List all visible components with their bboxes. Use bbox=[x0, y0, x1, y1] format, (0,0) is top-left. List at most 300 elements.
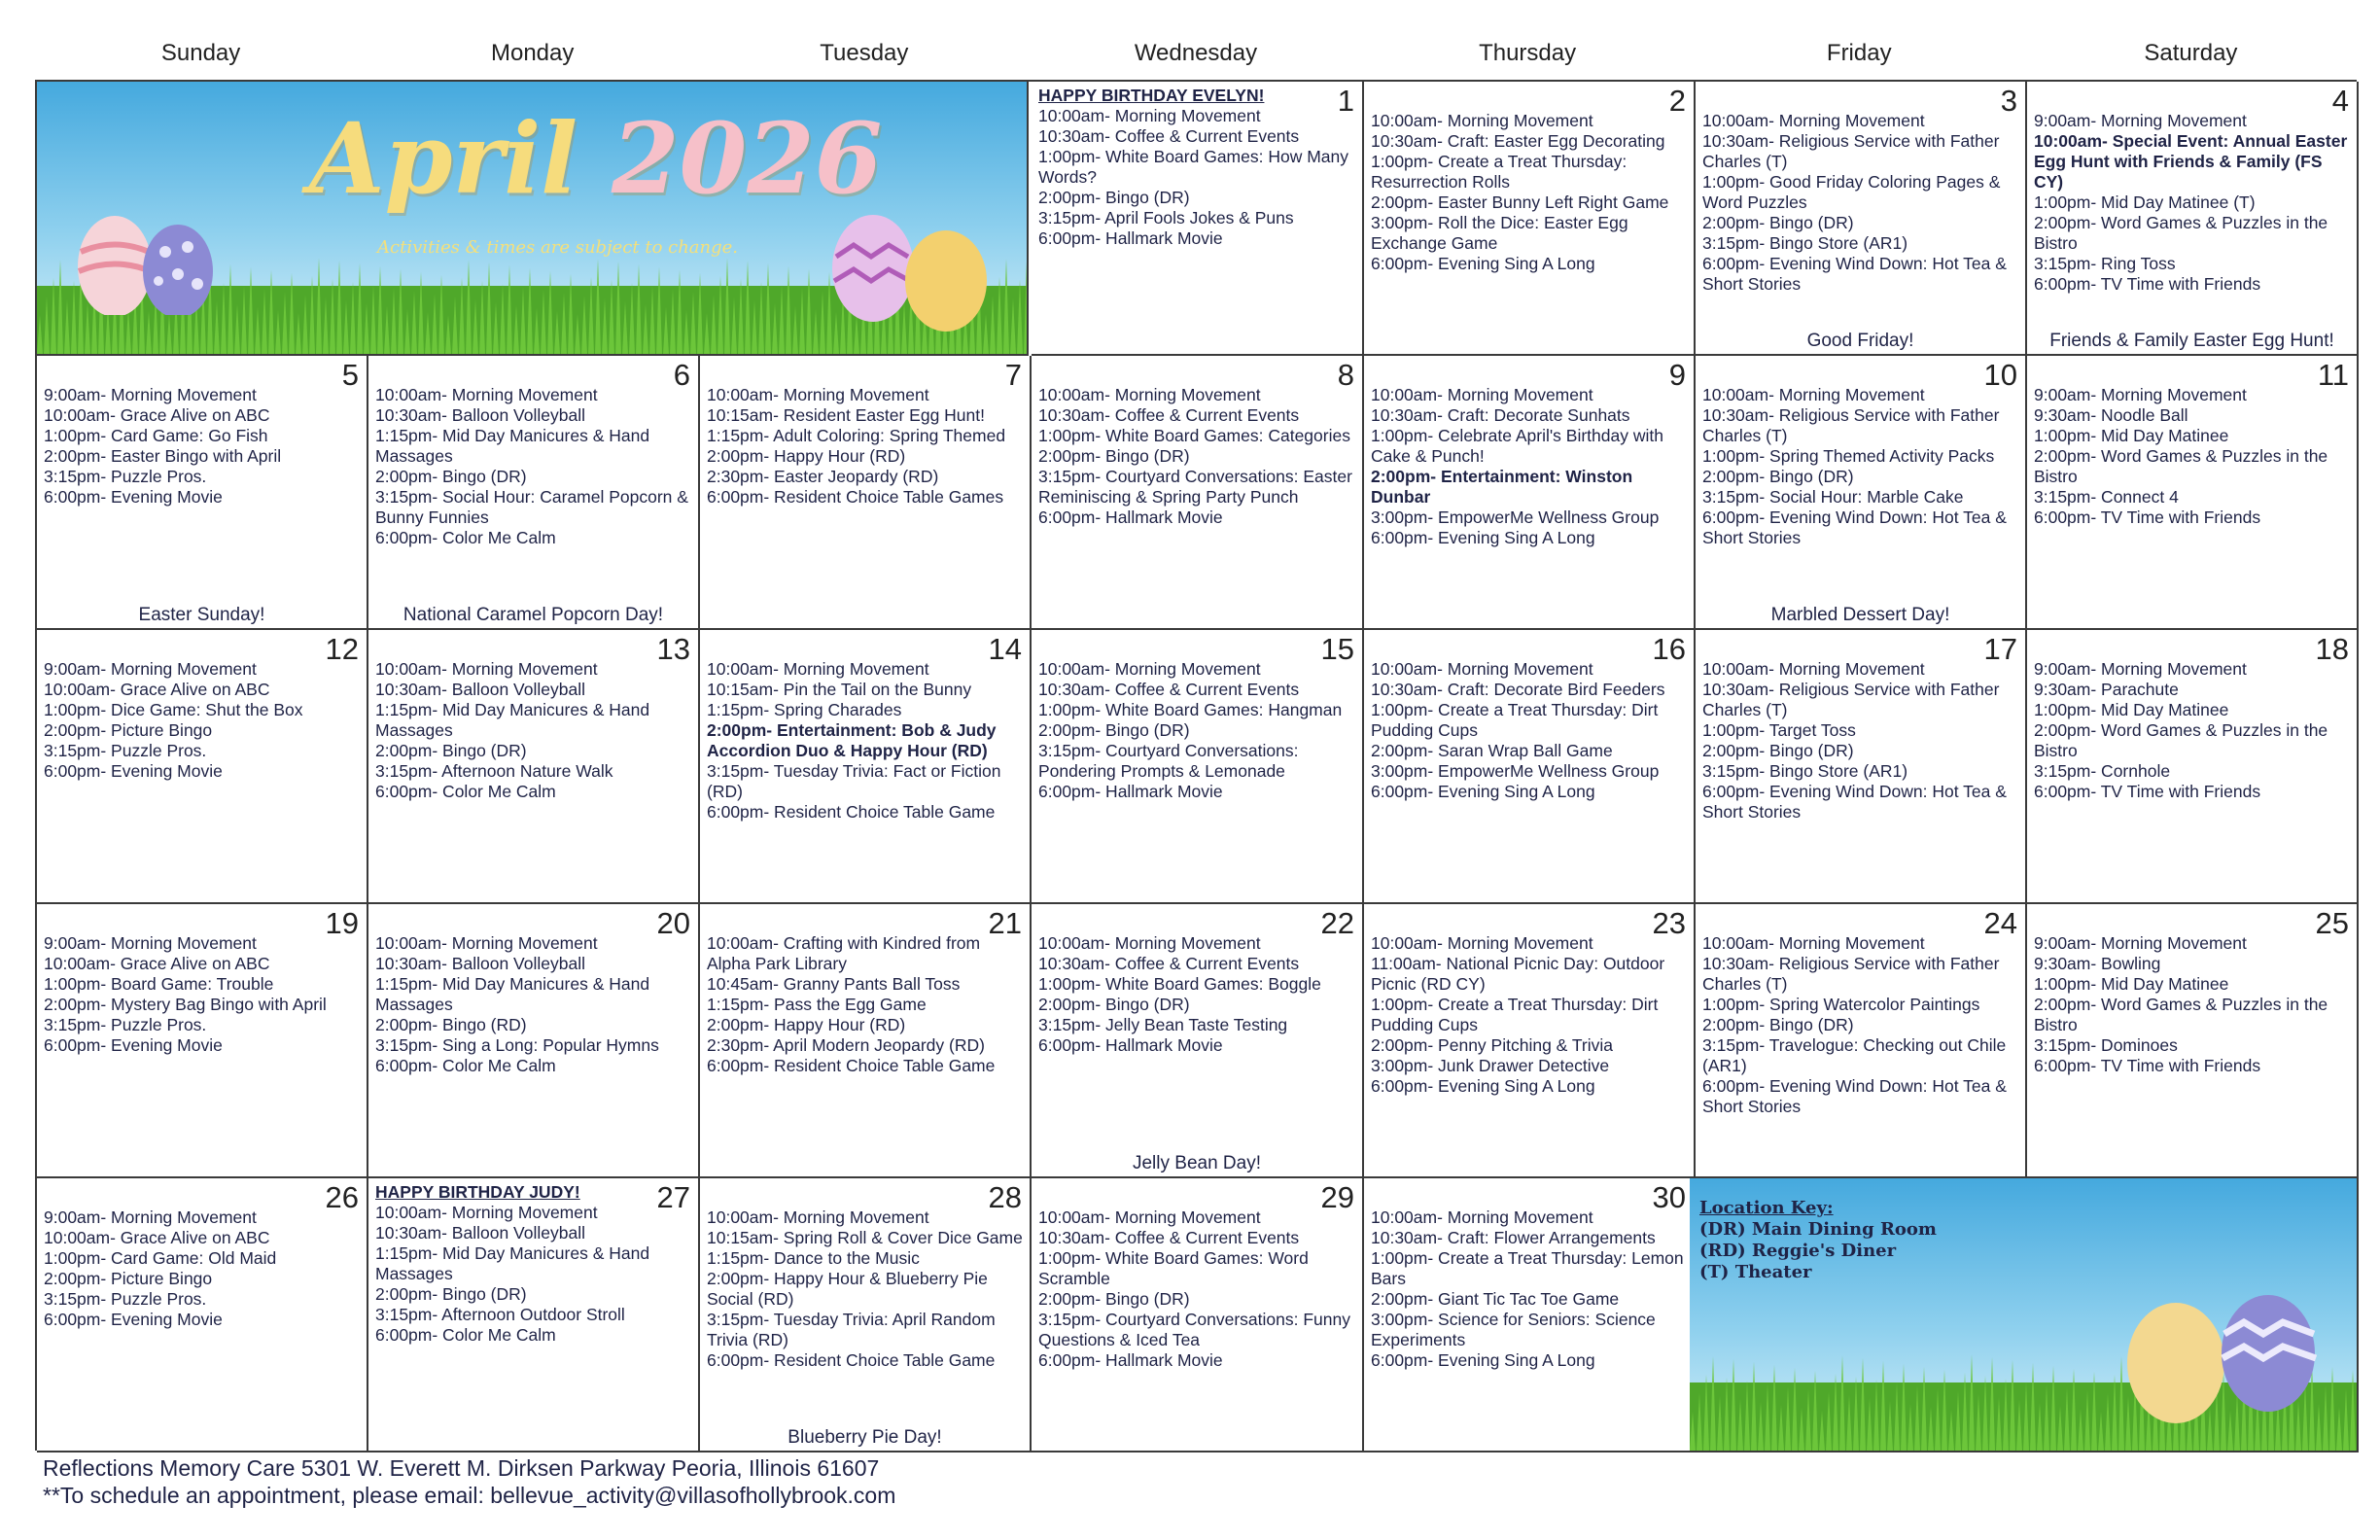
event-item: 10:30am- Craft: Flower Arrangements bbox=[1371, 1228, 1656, 1247]
event-item: 10:00am- Morning Movement bbox=[375, 1203, 598, 1222]
birthday-header: HAPPY BIRTHDAY JUDY! bbox=[375, 1182, 580, 1202]
event-item: 10:15am- Pin the Tail on the Bunny bbox=[707, 680, 972, 699]
event-item: 2:00pm- Bingo (DR) bbox=[375, 1284, 527, 1304]
event-item: 2:00pm- Happy Hour (RD) bbox=[707, 446, 906, 466]
event-item: 2:00pm- Word Games & Puzzles in the Bistro bbox=[2034, 446, 2328, 486]
event-item: 3:00pm- Roll the Dice: Easter Egg Exchange Game bbox=[1371, 213, 1628, 253]
event-item: 6:00pm- Hallmark Movie bbox=[1038, 782, 1223, 801]
day-cell-27 bbox=[368, 1178, 700, 1452]
event-item: 10:00am- Morning Movement bbox=[1371, 659, 1593, 679]
special-event: 2:00pm- Entertainment: Winston Dunbar bbox=[1371, 467, 1633, 507]
event-item: 1:15pm- Pass the Egg Game bbox=[707, 995, 927, 1014]
event-item: 10:00am- Morning Movement bbox=[375, 659, 598, 679]
event-item: 6:00pm- Evening Wind Down: Hot Tea & Short Stories bbox=[1702, 254, 2007, 294]
event-item: 2:00pm- Bingo (DR) bbox=[375, 741, 527, 760]
event-item: 2:00pm- Saran Wrap Ball Game bbox=[1371, 741, 1613, 760]
event-item: 1:00pm- White Board Games: How Many Words? bbox=[1038, 147, 1349, 187]
event-item: 10:00am- Morning Movement bbox=[1038, 933, 1261, 953]
easter-eggs-icon bbox=[2098, 1276, 2331, 1431]
event-list bbox=[1371, 385, 1688, 548]
event-list bbox=[1702, 933, 2019, 1117]
event-item: 3:00pm- EmpowerMe Wellness Group bbox=[1371, 508, 1660, 527]
event-item: 1:15pm- Adult Coloring: Spring Themed bbox=[707, 426, 1006, 445]
day-number: 21 bbox=[988, 906, 1022, 940]
easter-eggs-right-icon bbox=[815, 198, 1009, 334]
event-item: 3:15pm- Courtyard Conversations: Funny Questions & Iced Tea bbox=[1038, 1310, 1350, 1349]
event-item: 10:30am- Religious Service with Father Charles (T) bbox=[1702, 131, 2000, 171]
day-cell-17 bbox=[1696, 630, 2027, 904]
event-item: 2:00pm- Bingo (DR) bbox=[1702, 467, 1854, 486]
day-number: 16 bbox=[1652, 632, 1686, 666]
day-number: 6 bbox=[673, 358, 690, 392]
banner-subtitle: Activities & times are subject to change. bbox=[377, 237, 739, 258]
event-item: 10:00am- Morning Movement bbox=[1371, 933, 1593, 953]
month-title-month: April bbox=[309, 101, 578, 216]
event-item: 3:15pm- Puzzle Pros. bbox=[44, 467, 207, 486]
event-item: 9:00am- Morning Movement bbox=[44, 1208, 257, 1227]
event-item: 3:15pm- Puzzle Pros. bbox=[44, 1289, 207, 1309]
day-number: 10 bbox=[1983, 358, 2017, 392]
event-item: 6:00pm- Evening Movie bbox=[44, 1035, 223, 1055]
event-item: 2:00pm- Word Games & Puzzles in the Bistro bbox=[2034, 213, 2328, 253]
day-note: National Caramel Popcorn Day! bbox=[402, 605, 664, 625]
event-item: 6:00pm- TV Time with Friends bbox=[2034, 508, 2261, 527]
event-list bbox=[707, 1208, 1024, 1371]
day-number: 19 bbox=[325, 906, 359, 940]
day-number: 5 bbox=[341, 358, 359, 392]
event-item: 11:00am- National Picnic Day: Outdoor Picnic (RD CY) bbox=[1371, 954, 1665, 994]
day-cell-11 bbox=[2027, 356, 2359, 630]
event-item: 6:00pm- Hallmark Movie bbox=[1038, 1350, 1223, 1370]
event-item: 1:00pm- Mid Day Matinee bbox=[2034, 974, 2229, 994]
event-list bbox=[1038, 1208, 1356, 1371]
event-item: 6:00pm- Resident Choice Table Game bbox=[707, 802, 996, 822]
day-cell-26 bbox=[37, 1178, 368, 1452]
event-item: 2:00pm- Bingo (DR) bbox=[1038, 446, 1190, 466]
event-item: 2:00pm- Mystery Bag Bingo with April bbox=[44, 995, 327, 1014]
event-item: 1:00pm- Spring Themed Activity Packs bbox=[1702, 446, 1995, 466]
day-note: Marbled Dessert Day! bbox=[1770, 605, 1950, 625]
event-list bbox=[1371, 933, 1688, 1097]
day-number: 11 bbox=[2317, 358, 2349, 392]
footer bbox=[43, 1454, 895, 1509]
day-note: Jelly Bean Day! bbox=[1132, 1153, 1261, 1173]
event-item: 3:15pm- Ring Toss bbox=[2034, 254, 2176, 273]
day-cell-23 bbox=[1364, 904, 1696, 1178]
event-item: 10:00am- Morning Movement bbox=[1371, 385, 1593, 404]
event-item: 3:15pm- April Fools Jokes & Puns bbox=[1038, 208, 1294, 228]
event-item: 6:00pm- Evening Sing A Long bbox=[1371, 782, 1595, 801]
day-cell-18 bbox=[2027, 630, 2359, 904]
event-item: 1:00pm- Good Friday Coloring Pages & Word Puzzles bbox=[1702, 172, 2001, 212]
event-item: 9:30am- Noodle Ball bbox=[2034, 405, 2188, 425]
day-cell-16 bbox=[1364, 630, 1696, 904]
day-number: 13 bbox=[656, 632, 690, 666]
event-item: 10:30am- Balloon Volleyball bbox=[375, 954, 585, 973]
event-item: 3:15pm- Jelly Bean Taste Testing bbox=[1038, 1015, 1288, 1034]
event-item: 2:00pm- Bingo (DR) bbox=[1038, 188, 1190, 207]
event-item: 10:30am- Religious Service with Father Charles (T) bbox=[1702, 405, 2000, 445]
day-number: 26 bbox=[325, 1180, 359, 1214]
day-number: 28 bbox=[988, 1180, 1022, 1214]
day-cell-14 bbox=[700, 630, 1032, 904]
event-item: 1:00pm- Mid Day Matinee bbox=[2034, 426, 2229, 445]
event-item: 10:00am- Morning Movement bbox=[1702, 933, 1925, 953]
weekday-saturday: Saturday bbox=[2144, 40, 2238, 66]
day-cell-2 bbox=[1364, 82, 1696, 356]
event-list bbox=[2034, 659, 2351, 802]
event-item: 6:00pm- Hallmark Movie bbox=[1038, 508, 1223, 527]
event-item: 2:00pm- Bingo (DR) bbox=[1702, 1015, 1854, 1034]
event-item: 1:00pm- Create a Treat Thursday: Resurrection Rolls bbox=[1371, 152, 1628, 192]
easter-eggs-left-icon bbox=[56, 198, 251, 315]
event-item: 1:00pm- White Board Games: Word Scramble bbox=[1038, 1248, 1309, 1288]
event-item: 1:00pm- Target Toss bbox=[1702, 720, 1856, 740]
event-item: 2:00pm- Bingo (DR) bbox=[1702, 741, 1854, 760]
event-item: 10:30am- Balloon Volleyball bbox=[375, 405, 585, 425]
event-item: 3:15pm- Courtyard Conversations: Pondering Prompts & Lemonade bbox=[1038, 741, 1299, 781]
event-item: 3:15pm- Connect 4 bbox=[2034, 487, 2179, 507]
event-item: 10:00am- Morning Movement bbox=[707, 659, 929, 679]
event-item: 6:00pm- Resident Choice Table Game bbox=[707, 1056, 996, 1075]
event-item: 2:00pm- Easter Bingo with April bbox=[44, 446, 282, 466]
event-item: 9:00am- Morning Movement bbox=[2034, 659, 2247, 679]
event-item: 10:30am- Craft: Decorate Sunhats bbox=[1371, 405, 1630, 425]
event-item: 10:00am- Morning Movement bbox=[1038, 385, 1261, 404]
day-cell-15 bbox=[1032, 630, 1364, 904]
event-item: 9:00am- Morning Movement bbox=[2034, 111, 2247, 130]
event-item: 10:30am- Coffee & Current Events bbox=[1038, 1228, 1300, 1247]
event-item: 2:00pm- Word Games & Puzzles in the Bistro bbox=[2034, 995, 2328, 1034]
day-number: 29 bbox=[1320, 1180, 1354, 1214]
day-cell-30 bbox=[1364, 1178, 1696, 1452]
event-list bbox=[1038, 86, 1356, 249]
location-key-item: (DR) Main Dining Room bbox=[1699, 1219, 1937, 1240]
event-item: 6:00pm- Evening Movie bbox=[44, 1310, 223, 1329]
calendar-grid bbox=[35, 80, 2357, 1451]
event-item: 6:00pm- Hallmark Movie bbox=[1038, 228, 1223, 248]
month-banner bbox=[37, 82, 1029, 356]
day-cell-5 bbox=[37, 356, 368, 630]
event-list bbox=[375, 659, 692, 802]
weekday-thursday: Thursday bbox=[1479, 40, 1577, 66]
event-item: 6:00pm- TV Time with Friends bbox=[2034, 1056, 2261, 1075]
event-item: 6:00pm- Color Me Calm bbox=[375, 1056, 556, 1075]
event-item: 6:00pm- TV Time with Friends bbox=[2034, 782, 2261, 801]
event-item: 1:00pm- Create a Treat Thursday: Dirt Pudding Cups bbox=[1371, 700, 1659, 740]
weekday-sunday: Sunday bbox=[160, 40, 241, 66]
location-key-cell bbox=[1690, 1178, 2359, 1452]
event-list bbox=[44, 659, 361, 782]
event-item: 6:00pm- Evening Wind Down: Hot Tea & Short Stories bbox=[1702, 1076, 2007, 1116]
day-number: 9 bbox=[1668, 358, 1686, 392]
event-item: 2:00pm- Bingo (DR) bbox=[375, 467, 527, 486]
event-list bbox=[1702, 659, 2019, 822]
location-key-item: (RD) Reggie's Diner bbox=[1699, 1241, 1897, 1261]
day-note: Friends & Family Easter Egg Hunt! bbox=[2049, 331, 2334, 351]
event-item: 3:15pm- Travelogue: Checking out Chile (AR1) bbox=[1702, 1035, 2007, 1075]
day-number: 20 bbox=[656, 906, 690, 940]
event-item: 2:00pm- Picture Bingo bbox=[44, 1269, 213, 1288]
day-cell-20 bbox=[368, 904, 700, 1178]
day-number: 25 bbox=[2315, 906, 2349, 940]
event-item: 9:00am- Morning Movement bbox=[2034, 933, 2247, 953]
event-item: 1:00pm- Celebrate April's Birthday with Cake & Punch! bbox=[1371, 426, 1663, 466]
event-item: 10:30am- Coffee & Current Events bbox=[1038, 405, 1300, 425]
event-item: 2:00pm- Giant Tic Tac Toe Game bbox=[1371, 1289, 1620, 1309]
event-item: 3:15pm- Tuesday Trivia: April Random Trivia (RD) bbox=[707, 1310, 996, 1349]
event-list bbox=[2034, 385, 2351, 528]
event-item: 6:00pm- Evening Movie bbox=[44, 761, 223, 781]
footer-address: Reflections Memory Care 5301 W. Everett M. Dirksen Parkway Peoria, Illinois 61607 bbox=[43, 1455, 880, 1481]
event-item: 6:00pm- Evening Wind Down: Hot Tea & Short Stories bbox=[1702, 508, 2007, 547]
event-list bbox=[375, 385, 692, 548]
event-item: 2:00pm- Bingo (DR) bbox=[1702, 213, 1854, 232]
event-item: 1:00pm- Dice Game: Shut the Box bbox=[44, 700, 303, 719]
day-number: 1 bbox=[1337, 84, 1354, 118]
event-item: 10:00am- Morning Movement bbox=[375, 933, 598, 953]
event-list bbox=[44, 1208, 361, 1330]
event-item: 3:15pm- Cornhole bbox=[2034, 761, 2171, 781]
event-item: 9:00am- Morning Movement bbox=[44, 933, 257, 953]
event-item: 1:15pm- Mid Day Manicures & Hand Massages bbox=[375, 1243, 650, 1283]
day-number: 27 bbox=[656, 1180, 690, 1214]
event-item: 1:00pm- White Board Games: Hangman bbox=[1038, 700, 1343, 719]
event-item: 1:00pm- White Board Games: Categories bbox=[1038, 426, 1350, 445]
day-cell-4 bbox=[2027, 82, 2359, 356]
event-item: 10:30am- Balloon Volleyball bbox=[375, 680, 585, 699]
event-item: 10:30am- Coffee & Current Events bbox=[1038, 126, 1300, 146]
day-cell-28 bbox=[700, 1178, 1032, 1452]
day-cell-19 bbox=[37, 904, 368, 1178]
event-item: 6:00pm- Color Me Calm bbox=[375, 528, 556, 547]
event-item: 1:15pm- Dance to the Music bbox=[707, 1248, 920, 1268]
day-number: 30 bbox=[1652, 1180, 1686, 1214]
day-cell-10 bbox=[1696, 356, 2027, 630]
event-list bbox=[1038, 659, 1356, 802]
event-list bbox=[707, 385, 1024, 508]
event-item: 9:00am- Morning Movement bbox=[44, 385, 257, 404]
event-item: 3:00pm- Junk Drawer Detective bbox=[1371, 1056, 1610, 1075]
event-item: 10:30am- Craft: Decorate Bird Feeders bbox=[1371, 680, 1665, 699]
event-item: 1:00pm- Spring Watercolor Paintings bbox=[1702, 995, 1980, 1014]
event-list bbox=[1702, 111, 2019, 295]
day-cell-3 bbox=[1696, 82, 2027, 356]
day-number: 14 bbox=[988, 632, 1022, 666]
event-item: 9:00am- Morning Movement bbox=[44, 659, 257, 679]
day-number: 8 bbox=[1337, 358, 1354, 392]
day-number: 18 bbox=[2315, 632, 2349, 666]
day-cell-24 bbox=[1696, 904, 2027, 1178]
event-item: 6:00pm- Resident Choice Table Games bbox=[707, 487, 1004, 507]
event-item: 2:00pm- Bingo (DR) bbox=[1038, 1289, 1190, 1309]
event-item: 10:15am- Spring Roll & Cover Dice Game bbox=[707, 1228, 1023, 1247]
event-item: 1:15pm- Spring Charades bbox=[707, 700, 902, 719]
event-item: 3:00pm- Science for Seniors: Science Experiments bbox=[1371, 1310, 1656, 1349]
event-item: 1:00pm- Create a Treat Thursday: Lemon Bars bbox=[1371, 1248, 1684, 1288]
event-item: 6:00pm- Evening Sing A Long bbox=[1371, 1350, 1595, 1370]
day-cell-13 bbox=[368, 630, 700, 904]
event-item: 3:15pm- Puzzle Pros. bbox=[44, 1015, 207, 1034]
event-item: 1:00pm- Card Game: Go Fish bbox=[44, 426, 268, 445]
event-item: 10:00am- Morning Movement bbox=[375, 385, 598, 404]
event-item: 10:00am- Grace Alive on ABC bbox=[44, 405, 270, 425]
event-item: 10:00am- Morning Movement bbox=[1038, 106, 1261, 125]
day-cell-25 bbox=[2027, 904, 2359, 1178]
event-item: 6:00pm- TV Time with Friends bbox=[2034, 274, 2261, 294]
event-item: 3:15pm- Courtyard Conversations: Easter Reminiscing & Spring Party Punch bbox=[1038, 467, 1352, 507]
event-item: 3:15pm- Social Hour: Marble Cake bbox=[1702, 487, 1964, 507]
location-key bbox=[1699, 1198, 1937, 1283]
event-item: 10:00am- Morning Movement bbox=[707, 1208, 929, 1227]
event-list bbox=[375, 933, 692, 1076]
event-item: 1:00pm- Card Game: Old Maid bbox=[44, 1248, 277, 1268]
event-list bbox=[2034, 933, 2351, 1076]
day-number: 7 bbox=[1004, 358, 1022, 392]
event-item: 6:00pm- Hallmark Movie bbox=[1038, 1035, 1223, 1055]
event-list bbox=[707, 659, 1024, 822]
day-number: 23 bbox=[1652, 906, 1686, 940]
special-event: 2:00pm- Entertainment: Bob & Judy Accordion Duo & Happy Hour (RD) bbox=[707, 720, 997, 760]
day-cell-1 bbox=[1032, 82, 1364, 356]
day-number: 17 bbox=[1983, 632, 2017, 666]
event-item: 3:15pm- Bingo Store (AR1) bbox=[1702, 761, 1908, 781]
event-item: 2:00pm- Bingo (RD) bbox=[375, 1015, 527, 1034]
day-number: 12 bbox=[325, 632, 359, 666]
day-cell-12 bbox=[37, 630, 368, 904]
event-list bbox=[2034, 111, 2351, 295]
location-key-title: Location Key: bbox=[1699, 1198, 1834, 1218]
day-cell-21 bbox=[700, 904, 1032, 1178]
event-item: 9:30am- Bowling bbox=[2034, 954, 2161, 973]
event-item: 1:15pm- Mid Day Manicures & Hand Massages bbox=[375, 700, 650, 740]
day-number: 3 bbox=[2000, 84, 2017, 118]
day-number: 15 bbox=[1320, 632, 1354, 666]
event-item: 10:00am- Morning Movement bbox=[707, 385, 929, 404]
event-item: 6:00pm- Evening Sing A Long bbox=[1371, 254, 1595, 273]
event-item: 10:30am- Coffee & Current Events bbox=[1038, 680, 1300, 699]
event-item: 10:00am- Morning Movement bbox=[1038, 659, 1261, 679]
event-item: 3:15pm- Social Hour: Caramel Popcorn & Bunny Funnies bbox=[375, 487, 688, 527]
event-item: 2:00pm- Picture Bingo bbox=[44, 720, 213, 740]
event-list bbox=[1371, 1208, 1688, 1371]
location-key-item: (T) Theater bbox=[1699, 1262, 1812, 1282]
event-item: 10:30am- Religious Service with Father Charles (T) bbox=[1702, 680, 2000, 719]
event-item: 10:30am- Balloon Volleyball bbox=[375, 1223, 585, 1242]
event-list bbox=[44, 933, 361, 1056]
event-item: 10:00am- Grace Alive on ABC bbox=[44, 1228, 270, 1247]
day-cell-7 bbox=[700, 356, 1032, 630]
event-list bbox=[1371, 659, 1688, 802]
event-item: 3:15pm- Dominoes bbox=[2034, 1035, 2178, 1055]
event-item: 2:30pm- Easter Jeopardy (RD) bbox=[707, 467, 939, 486]
event-list bbox=[1038, 385, 1356, 528]
event-item: 10:00am- Grace Alive on ABC bbox=[44, 954, 270, 973]
day-number: 22 bbox=[1320, 906, 1354, 940]
day-cell-9 bbox=[1364, 356, 1696, 630]
event-item: 2:00pm- Word Games & Puzzles in the Bistro bbox=[2034, 720, 2328, 760]
event-list bbox=[1371, 111, 1688, 274]
special-event: 10:00am- Special Event: Annual Easter Egg Hunt with Friends & Family (FS CY) bbox=[2034, 131, 2348, 192]
event-item: 1:00pm- Create a Treat Thursday: Dirt Pudding Cups bbox=[1371, 995, 1659, 1034]
event-item: 10:30am- Coffee & Current Events bbox=[1038, 954, 1300, 973]
footer-contact: **To schedule an appointment, please email: bellevue_activity@villasofhollybrook.com bbox=[43, 1483, 896, 1508]
event-item: 6:00pm- Color Me Calm bbox=[375, 1325, 556, 1345]
event-item: 1:15pm- Mid Day Manicures & Hand Massages bbox=[375, 974, 650, 1014]
event-item: 10:00am- Morning Movement bbox=[1702, 111, 1925, 130]
event-item: 2:00pm- Easter Bunny Left Right Game bbox=[1371, 192, 1669, 212]
event-list bbox=[44, 385, 361, 508]
day-note: Good Friday! bbox=[1806, 331, 1914, 351]
weekday-wednesday: Wednesday bbox=[1134, 40, 1258, 66]
event-item: 6:00pm- Evening Sing A Long bbox=[1371, 1076, 1595, 1096]
event-item: 3:15pm- Bingo Store (AR1) bbox=[1702, 233, 1908, 253]
day-number: 2 bbox=[1668, 84, 1686, 118]
event-item: 9:30am- Parachute bbox=[2034, 680, 2179, 699]
day-cell-22 bbox=[1032, 904, 1364, 1178]
month-title-year: 2026 bbox=[612, 101, 883, 216]
day-cell-8 bbox=[1032, 356, 1364, 630]
weekday-tuesday: Tuesday bbox=[820, 40, 909, 66]
event-item: 1:00pm- Mid Day Matinee (T) bbox=[2034, 192, 2256, 212]
event-item: 1:00pm- Board Game: Trouble bbox=[44, 974, 274, 994]
event-item: 2:00pm- Bingo (DR) bbox=[1038, 720, 1190, 740]
day-note: Easter Sunday! bbox=[138, 605, 265, 625]
event-item: 10:15am- Resident Easter Egg Hunt! bbox=[707, 405, 985, 425]
event-item: 6:00pm- Color Me Calm bbox=[375, 782, 556, 801]
event-item: 10:45am- Granny Pants Ball Toss bbox=[707, 974, 961, 994]
event-list bbox=[707, 933, 1024, 1076]
event-list bbox=[375, 1182, 692, 1346]
event-item: 2:00pm- Happy Hour (RD) bbox=[707, 1015, 906, 1034]
event-item: 3:00pm- EmpowerMe Wellness Group bbox=[1371, 761, 1660, 781]
event-item: 1:00pm- White Board Games: Boggle bbox=[1038, 974, 1321, 994]
event-item: 9:00am- Morning Movement bbox=[2034, 385, 2247, 404]
event-item: 10:00am- Grace Alive on ABC bbox=[44, 680, 270, 699]
event-item: 10:00am- Morning Movement bbox=[1038, 1208, 1261, 1227]
day-cell-29 bbox=[1032, 1178, 1364, 1452]
event-item: 1:00pm- Mid Day Matinee bbox=[2034, 700, 2229, 719]
event-item: 2:30pm- April Modern Jeopardy (RD) bbox=[707, 1035, 985, 1055]
event-item: 3:15pm- Afternoon Nature Walk bbox=[375, 761, 613, 781]
event-item: 10:30am- Religious Service with Father Charles (T) bbox=[1702, 954, 2000, 994]
event-item: 10:00am- Morning Movement bbox=[1371, 111, 1593, 130]
event-item: 6:00pm- Evening Wind Down: Hot Tea & Short Stories bbox=[1702, 782, 2007, 822]
month-title bbox=[309, 101, 882, 216]
event-item: 2:00pm- Happy Hour & Blueberry Pie Social (RD) bbox=[707, 1269, 988, 1309]
event-item: 10:00am- Morning Movement bbox=[1371, 1208, 1593, 1227]
day-cell-6 bbox=[368, 356, 700, 630]
event-item: 6:00pm- Evening Movie bbox=[44, 487, 223, 507]
event-item: 6:00pm- Evening Sing A Long bbox=[1371, 528, 1595, 547]
event-item: 10:30am- Craft: Easter Egg Decorating bbox=[1371, 131, 1665, 151]
event-item: 10:00am- Crafting with Kindred from Alpha Park Library bbox=[707, 933, 981, 973]
event-item: 3:15pm- Tuesday Trivia: Fact or Fiction (RD) bbox=[707, 761, 1001, 801]
event-item: 3:15pm- Sing a Long: Popular Hymns bbox=[375, 1035, 659, 1055]
weekday-monday: Monday bbox=[490, 40, 575, 66]
event-list bbox=[1038, 933, 1356, 1056]
weekday-friday: Friday bbox=[1826, 40, 1892, 66]
event-item: 3:15pm- Puzzle Pros. bbox=[44, 741, 207, 760]
event-item: 2:00pm- Bingo (DR) bbox=[1038, 995, 1190, 1014]
day-number: 24 bbox=[1983, 906, 2017, 940]
day-number: 4 bbox=[2331, 84, 2349, 118]
event-item: 1:15pm- Mid Day Manicures & Hand Massages bbox=[375, 426, 650, 466]
event-item: 10:00am- Morning Movement bbox=[1702, 385, 1925, 404]
day-note: Blueberry Pie Day! bbox=[788, 1427, 942, 1448]
event-item: 10:00am- Morning Movement bbox=[1702, 659, 1925, 679]
event-item: 6:00pm- Resident Choice Table Game bbox=[707, 1350, 996, 1370]
